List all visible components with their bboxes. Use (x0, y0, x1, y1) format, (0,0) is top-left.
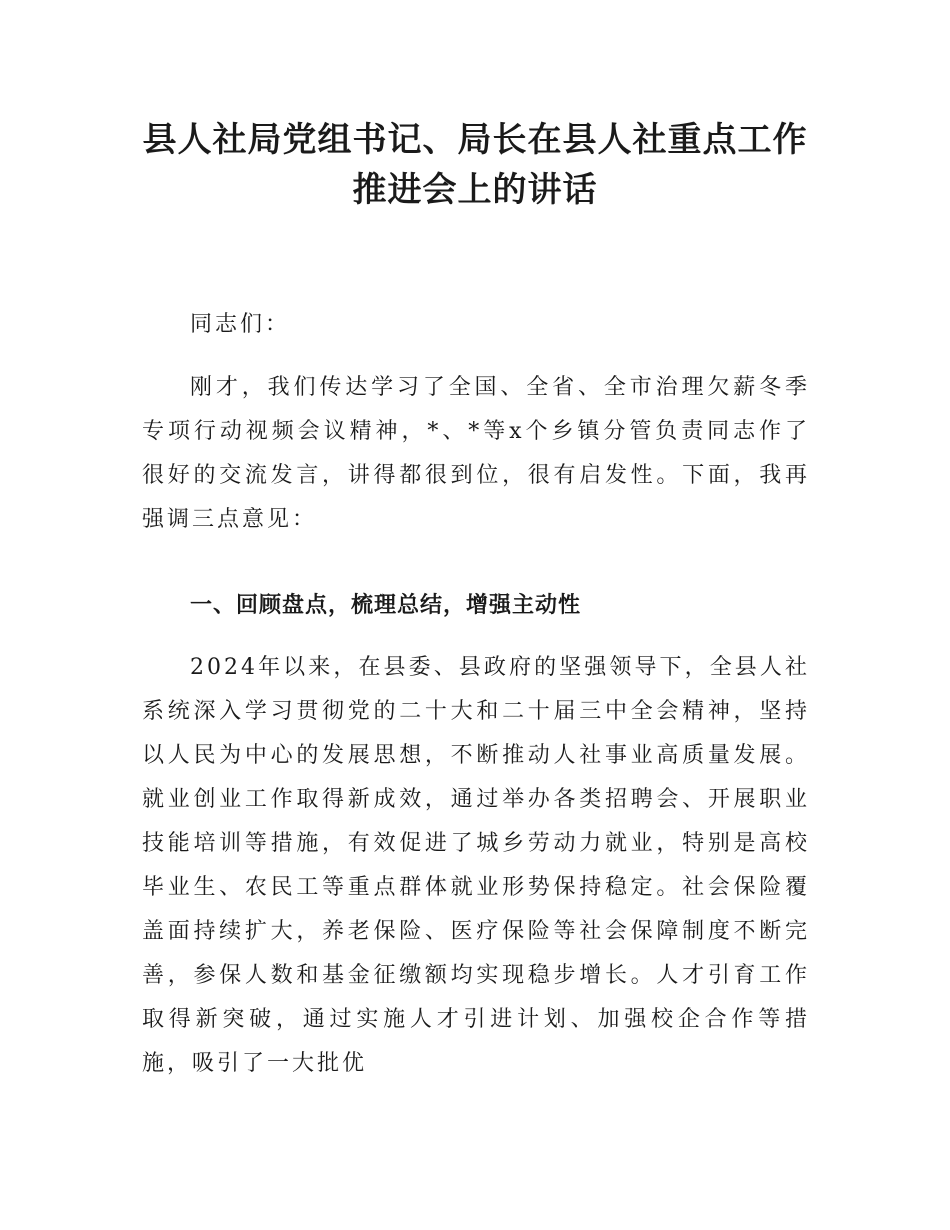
document-title-line-2: 推进会上的讲话 (352, 170, 598, 210)
paragraph-review: 2024年以来，在县委、县政府的坚强领导下，全县人社系统深入学习贯彻党的二十大和二十届三中全会精神，坚持以人民为中心的发展思想，不断推动人社事业高质量发展。就业创业工作取得新成效，通过举办各类招聘会、开展职业技能培训等措施，有效促进了城乡劳动力就业，特别是高校毕业生、农民工等重点群体就业形势保持稳定。社会保险覆盖面持续扩大，养老保险、医疗保险等社会保障制度不断完善，参保人数和基金征缴额均实现稳步增长。人才引育工作取得新突破，通过实施人才引进计划、加强校企合作等措施，吸引了一大批优 (142, 655, 810, 1076)
greeting: 同志们： (190, 312, 291, 337)
section-heading-1: 一、回顾盘点，梳理总结，增强主动性 (190, 593, 582, 618)
paragraph-intro: 刚才，我们传达学习了全国、全省、全市治理欠薪冬季专项行动视频会议精神，*、*等x个乡镇分管负责同志作了很好的交流发言，讲得都很到位，很有启发性。下面，我再强调三点意见： (142, 375, 810, 532)
document-title-line-1: 县人社局党组书记、局长在县人社重点工作 (142, 120, 808, 160)
